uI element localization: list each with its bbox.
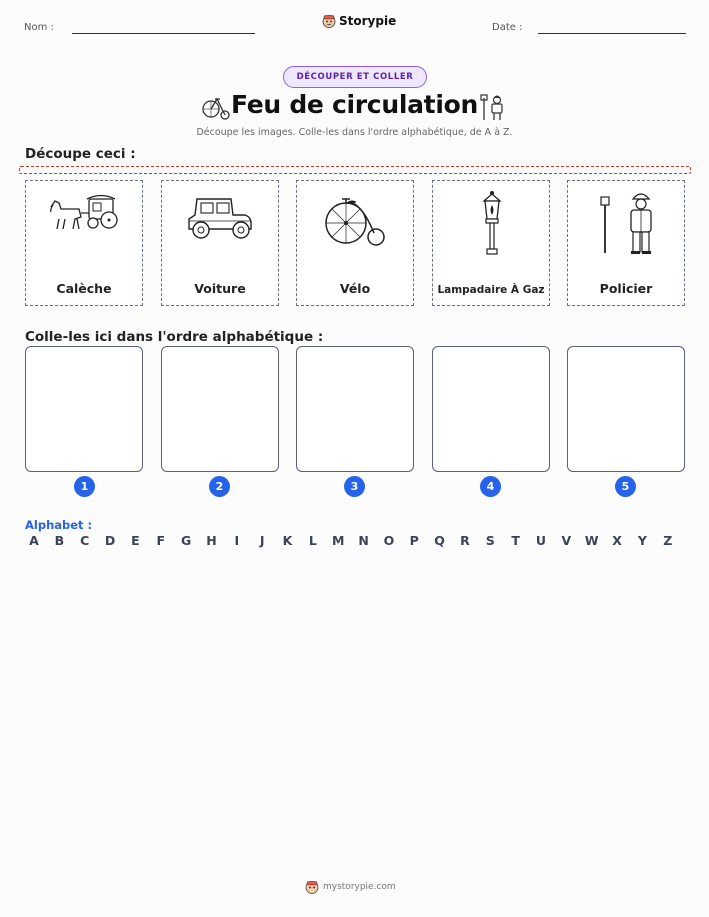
alphabet-letter: E: [131, 533, 140, 548]
penny-farthing-bicycle-icon: [316, 189, 396, 257]
position-number: 2: [209, 476, 230, 497]
gas-lamp-icon: [452, 189, 532, 257]
alphabet-letter: B: [54, 533, 65, 548]
alphabet-letter: X: [612, 533, 622, 548]
alphabet-letter: J: [259, 533, 265, 548]
alphabet-letter: Z: [663, 533, 673, 548]
instructions: Découpe les images. Colle-les dans l'ordre alphabétique, de A à Z.: [196, 127, 513, 138]
alphabet-letter: P: [409, 533, 419, 548]
activity-tag: DÉCOUPER ET COLLER: [283, 66, 427, 88]
cut-card-caleche[interactable]: [25, 180, 143, 306]
paste-box-3[interactable]: [296, 346, 414, 472]
alphabet-letter: V: [561, 533, 572, 548]
position-number: 1: [74, 476, 95, 497]
vintage-car-icon: [181, 189, 261, 257]
paste-section-label: Colle-les ici dans l'ordre alphabétique :: [25, 329, 324, 345]
alphabet-letter: H: [206, 533, 217, 548]
card-label: Lampadaire À Gaz: [437, 284, 545, 296]
alphabet-row: [24, 533, 684, 551]
card-label: Vélo: [339, 281, 371, 296]
name-field-line[interactable]: [72, 33, 255, 34]
cut-card-velo[interactable]: [296, 180, 414, 306]
alphabet-letter: D: [104, 533, 116, 548]
alphabet-letter: C: [80, 533, 90, 548]
cut-section-label: Découpe ceci :: [25, 146, 136, 162]
name-label: Nom :: [24, 22, 54, 33]
alphabet-letter: U: [535, 533, 547, 548]
paste-box-2[interactable]: [161, 346, 279, 472]
paste-box-1[interactable]: [25, 346, 143, 472]
horse-carriage-icon: [45, 189, 125, 257]
paste-box-5[interactable]: [567, 346, 685, 472]
brand-logo: [322, 14, 396, 28]
alphabet-letter: N: [358, 533, 369, 548]
alphabet-letter: T: [511, 533, 520, 548]
page-title: Feu de circulation: [231, 90, 478, 119]
alphabet-letter: Y: [637, 533, 647, 548]
alphabet-letter: A: [29, 533, 39, 548]
brand-name: Storypie: [339, 14, 397, 28]
alphabet-letter: I: [234, 533, 240, 548]
alphabet-letter: M: [331, 533, 345, 548]
date-field-line[interactable]: [538, 33, 686, 34]
card-label: Policier: [599, 281, 653, 296]
cut-card-voiture[interactable]: [161, 180, 279, 306]
alphabet-letter: K: [282, 533, 293, 548]
cut-card-policier[interactable]: [567, 180, 685, 306]
footer-url[interactable]: mystorypie.com: [323, 882, 396, 892]
policeman-icon: [587, 189, 667, 257]
alphabet-letter: R: [460, 533, 470, 548]
cut-card-lampadaire[interactable]: [432, 180, 550, 306]
paste-box-4[interactable]: [432, 346, 550, 472]
position-number: 5: [615, 476, 636, 497]
card-label: Calèche: [56, 281, 112, 296]
policeman-lamp-icon: [478, 92, 508, 122]
position-number: 4: [480, 476, 501, 497]
alphabet-letter: W: [584, 533, 599, 548]
alphabet-letter: O: [383, 533, 395, 548]
alphabet-letter: L: [308, 533, 317, 548]
storypie-mascot-icon: [305, 880, 319, 894]
date-label: Date :: [492, 22, 523, 33]
storypie-mascot-icon: [322, 14, 336, 28]
alphabet-label: Alphabet :: [25, 518, 93, 532]
position-number: 3: [344, 476, 365, 497]
alphabet-letter: Q: [434, 533, 445, 548]
footer: [305, 880, 396, 894]
alphabet-letter: F: [156, 533, 166, 548]
alphabet-letter: G: [180, 533, 192, 548]
alphabet-letter: S: [485, 533, 495, 548]
cut-line: [19, 166, 691, 174]
card-label: Voiture: [194, 281, 246, 296]
